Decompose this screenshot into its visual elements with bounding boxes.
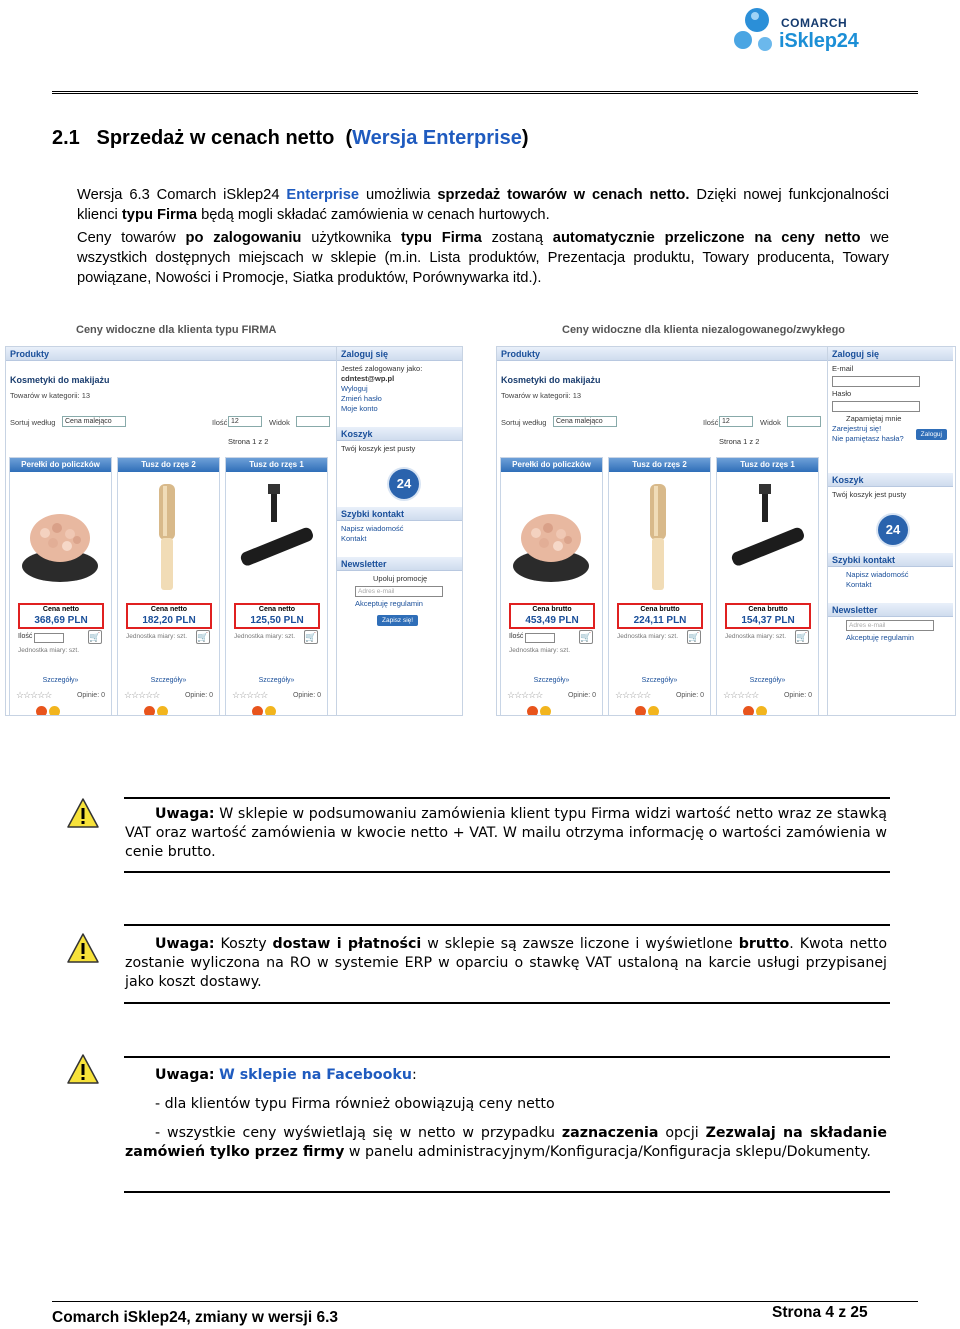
details-link[interactable]: Szczegóły»: [749, 677, 786, 684]
accept-terms-checkbox[interactable]: Akceptuję regulamin: [355, 599, 423, 608]
reviews-count: Opinie: 0: [783, 692, 812, 699]
logged-as-label: Jesteś zalogowany jako:: [341, 364, 423, 373]
reviews-count: Opinie: 0: [76, 692, 105, 699]
price-box: [126, 603, 212, 629]
pearls-image: [15, 478, 105, 596]
mascara-gold-image: [614, 478, 704, 596]
logo-company: COMARCH: [781, 16, 848, 30]
product-name[interactable]: Perełki do policzków: [501, 458, 602, 472]
product-card[interactable]: [225, 457, 328, 716]
unit-label: Jednostka miary: szt.: [617, 633, 679, 640]
email-label: E-mail: [832, 364, 854, 373]
view-label: Widok: [760, 418, 781, 427]
note-label: Uwaga:: [155, 936, 215, 952]
view-label: Widok: [269, 418, 290, 427]
qty-short: Ilość: [18, 633, 33, 640]
promo-badges: [527, 704, 553, 716]
pager[interactable]: Strona 1 z 2: [228, 437, 269, 446]
add-to-cart-icon[interactable]: 🛒: [89, 632, 101, 642]
login-header: Zaloguj się: [832, 349, 880, 359]
reviews-count: Opinie: 0: [184, 692, 213, 699]
product-name[interactable]: Tusz do rzęs 2: [609, 458, 710, 472]
new-badge-icon: [265, 706, 276, 716]
shop-screenshot-firma: [5, 346, 463, 716]
newsletter-box: [828, 603, 953, 643]
new-badge-icon: [157, 706, 168, 716]
price-box: [509, 603, 595, 629]
logged-email: cdntest@wp.pl: [341, 374, 395, 383]
section-edition: Wersja Enterprise: [352, 127, 522, 149]
qty-select[interactable]: 12: [228, 416, 262, 427]
paren-open: (: [345, 127, 353, 149]
subscribe-button[interactable]: Zapisz się!: [377, 615, 418, 626]
write-message-link[interactable]: Napisz wiadomość: [341, 524, 404, 533]
pearls-image: [506, 478, 596, 596]
products-header: Produkty: [497, 347, 827, 361]
note-bottom-rule: [124, 1191, 890, 1193]
price-value: 154,37 PLN: [741, 615, 795, 626]
price-label: Cena netto: [150, 606, 188, 613]
unit-label: Jednostka miary: szt.: [725, 633, 787, 640]
qty-input[interactable]: [525, 633, 555, 643]
change-password-link[interactable]: Zmień hasło: [341, 394, 382, 403]
login-header: Zaloguj się: [341, 349, 389, 359]
footer-doc-title: Comarch iSklep24, zmiany w wersji 6.3: [52, 1309, 339, 1326]
qty-label: Ilość: [703, 418, 719, 427]
product-name[interactable]: Perełki do policzków: [10, 458, 111, 472]
caption-firma: Ceny widoczne dla klienta typu FIRMA: [76, 324, 277, 336]
note-vat-summary: [125, 805, 887, 862]
footer-divider: [52, 1301, 918, 1302]
cart-header: Koszyk: [341, 429, 373, 439]
price-label: Cena netto: [258, 606, 296, 613]
newsletter-email-input[interactable]: Adres e-mail: [355, 586, 443, 597]
price-box: [617, 603, 703, 629]
price-value: 368,69 PLN: [34, 615, 88, 626]
product-name[interactable]: Tusz do rzęs 1: [717, 458, 818, 472]
product-card[interactable]: [716, 457, 819, 716]
product-card[interactable]: [9, 457, 112, 716]
badge-24-icon: 24: [878, 515, 908, 545]
section-title-main: Sprzedaż w cenach netto: [96, 127, 335, 149]
newsletter-sub: Upoluj promocję: [373, 574, 428, 583]
quick-contact-box: [337, 507, 462, 544]
note-line-1: - dla klientów typu Firma również obowiązują ceny netto: [155, 1096, 555, 1112]
promo-badge-icon: [252, 706, 263, 716]
facebook-shop-link[interactable]: W sklepie na Facebooku: [219, 1067, 412, 1083]
details-link[interactable]: Szczegóły»: [533, 677, 570, 684]
price-box: [725, 603, 811, 629]
promo-badge-icon: [743, 706, 754, 716]
contact-link[interactable]: Kontakt: [846, 580, 872, 589]
price-value: 224,11 PLN: [633, 615, 687, 626]
mascara-black-image: [722, 478, 812, 596]
cart-box: [337, 427, 462, 454]
qty-select[interactable]: 12: [719, 416, 753, 427]
price-value: 125,50 PLN: [250, 615, 304, 626]
section-number: 2.1: [52, 127, 80, 149]
register-link[interactable]: Zarejestruj się!: [832, 424, 882, 433]
product-card[interactable]: [608, 457, 711, 716]
login-button[interactable]: Zaloguj: [916, 429, 947, 440]
quick-contact-header: Szybki kontakt: [341, 509, 405, 519]
qty-short: Ilość: [509, 633, 524, 640]
new-badge-icon: [756, 706, 767, 716]
password-input[interactable]: [832, 401, 920, 412]
promo-badge-icon: [635, 706, 646, 716]
pager[interactable]: Strona 1 z 2: [719, 437, 760, 446]
new-badge-icon: [540, 706, 551, 716]
reviews-count: Opinie: 0: [292, 692, 321, 699]
newsletter-header: Newsletter: [341, 559, 387, 569]
newsletter-email-input[interactable]: Adres e-mail: [846, 620, 934, 631]
shop-screenshot-guest: [496, 346, 956, 716]
category-title: Kosmetyki do makijażu: [501, 375, 601, 385]
price-value: 182,20 PLN: [142, 615, 196, 626]
rating-stars-icon: ☆☆☆☆☆: [507, 690, 543, 700]
price-box: [18, 603, 104, 629]
add-to-cart-icon[interactable]: 🛒: [796, 632, 808, 642]
product-name[interactable]: Tusz do rzęs 1: [226, 458, 327, 472]
details-link[interactable]: Szczegóły»: [42, 677, 79, 684]
login-box: [337, 347, 462, 414]
cart-header: Koszyk: [832, 475, 864, 485]
quick-contact-header: Szybki kontakt: [832, 555, 896, 565]
reviews-count: Opinie: 0: [675, 692, 704, 699]
unit-label: Jednostka miary: szt.: [18, 647, 80, 654]
rating-stars-icon: ☆☆☆☆☆: [232, 690, 268, 700]
new-badge-icon: [648, 706, 659, 716]
note-label: Uwaga:: [155, 806, 215, 822]
rating-stars-icon: ☆☆☆☆☆: [16, 690, 52, 700]
add-to-cart-icon[interactable]: 🛒: [305, 632, 317, 642]
unit-label: Jednostka miary: szt.: [126, 633, 188, 640]
mascara-gold-image: [123, 478, 213, 596]
product-name[interactable]: Tusz do rzęs 2: [118, 458, 219, 472]
edition-name: Enterprise: [286, 187, 360, 203]
forgot-password-link[interactable]: Nie pamiętasz hasła?: [832, 434, 904, 443]
email-input[interactable]: [832, 376, 920, 387]
cart-box: [828, 473, 953, 500]
paren-close: ): [521, 127, 529, 149]
details-link[interactable]: Szczegóły»: [150, 677, 187, 684]
note-top-rule: [124, 1056, 890, 1058]
promo-badges: [252, 704, 278, 716]
accept-terms-checkbox[interactable]: Akceptuję regulamin: [846, 633, 914, 642]
price-box: [234, 603, 320, 629]
price-label: Cena brutto: [748, 606, 788, 613]
rating-stars-icon: ☆☆☆☆☆: [124, 690, 160, 700]
sidebar-firma: [336, 347, 462, 715]
unit-label: Jednostka miary: szt.: [509, 647, 571, 654]
details-link[interactable]: Szczegóły»: [258, 677, 295, 684]
cart-empty-text: Twój koszyk jest pusty: [341, 444, 416, 453]
intro-paragraph-2: Ceny towarów po zalogowaniu użytkownika typu Firma zostaną automatycznie przeliczone na ceny netto we wszystkich dostępnych miejscach w sklepie (m.in. Lista produktów, Prezentacja produktu, Towary producenta, Towary powiązane, Nowości i Promocje, Siatka produktów, Porównywarka itd.).: [77, 230, 890, 286]
view-select[interactable]: [787, 416, 821, 427]
price-label: Cena brutto: [640, 606, 680, 613]
my-account-link[interactable]: Moje konto: [341, 404, 378, 413]
note-bottom-rule: [124, 871, 890, 873]
product-card[interactable]: [500, 457, 603, 716]
unit-label: Jednostka miary: szt.: [234, 633, 296, 640]
sort-label: Sortuj według: [10, 418, 56, 427]
sort-label: Sortuj według: [501, 418, 547, 427]
add-to-cart-icon[interactable]: 🛒: [580, 632, 592, 642]
sort-select[interactable]: Cena malejąco: [62, 416, 126, 427]
note-bottom-rule: [124, 1002, 890, 1004]
intro-paragraph-1: Wersja 6.3 Comarch iSklep24 Enterprise umożliwia sprzedaż towarów w cenach netto. Dzięki nowej funkcjonalności klienci typu Firma będą mogli składać zamówienia w cenach hurtowych.: [77, 187, 889, 223]
remember-me-checkbox[interactable]: Zapamiętaj mnie: [846, 414, 902, 423]
promo-badge-icon: [36, 706, 47, 716]
qty-input[interactable]: [34, 633, 64, 643]
warning-icon: [66, 932, 100, 966]
login-box: [828, 347, 953, 444]
mascara-black-image: [231, 478, 321, 596]
promo-badges: [635, 704, 661, 716]
add-to-cart-icon[interactable]: 🛒: [197, 632, 209, 642]
promo-badges: [36, 704, 62, 716]
quick-contact-box: [828, 553, 953, 590]
price-label: Cena netto: [42, 606, 80, 613]
new-badge-icon: [49, 706, 60, 716]
note-top-rule: [124, 924, 890, 926]
sort-select[interactable]: Cena malejąco: [553, 416, 617, 427]
warning-icon: [66, 1053, 100, 1087]
section-title: [52, 127, 529, 150]
comarch-isklep24-logo: [733, 6, 933, 56]
password-label: Hasło: [832, 389, 852, 398]
caption-guest: Ceny widoczne dla klienta niezalogowanego/zwykłego: [562, 324, 846, 336]
badge-24-icon: 24: [389, 469, 419, 499]
price-label: Cena brutto: [532, 606, 572, 613]
header-divider: [52, 91, 918, 95]
add-to-cart-icon[interactable]: 🛒: [688, 632, 700, 642]
category-count: Towarów w kategorii: 13: [10, 391, 91, 400]
promo-badges: [743, 704, 769, 716]
footer-page-number: Strona 4 z 25: [772, 1304, 868, 1321]
product-card[interactable]: [117, 457, 220, 716]
promo-badges: [144, 704, 170, 716]
cart-empty-text: Twój koszyk jest pusty: [832, 490, 907, 499]
newsletter-box: [337, 557, 462, 628]
note-label: Uwaga:: [155, 1067, 215, 1083]
warning-icon: [66, 797, 100, 831]
category-title: Kosmetyki do makijażu: [10, 375, 110, 385]
note-top-rule: [124, 797, 890, 799]
rating-stars-icon: ☆☆☆☆☆: [615, 690, 651, 700]
logo-spheres-icon: [733, 6, 779, 56]
note-facebook-shop: Uwaga: W sklepie na Facebooku: - dla klientów typu Firma również obowiązują ceny netto - wszystkie ceny wyświetlają się w netto w przypadku zaznaczenia opcji Zezwalaj na składanie zamówień tylko przez firmy w panelu administracyjnym/Konfiguracja/Konfiguracja sklepu/Dokumenty.: [125, 1067, 888, 1160]
write-message-link[interactable]: Napisz wiadomość: [846, 570, 909, 579]
note-delivery-costs: Uwaga: Koszty dostaw i płatności w sklepie są zawsze liczone i wyświetlone brutto. Kwota netto zostanie wyliczona na RO w systemie ERP w oparciu o stawkę VAT ustaloną na karcie usługi przypisanej jako koszt dostawy.: [125, 936, 888, 990]
rating-stars-icon: ☆☆☆☆☆: [723, 690, 759, 700]
view-select[interactable]: [296, 416, 330, 427]
newsletter-header: Newsletter: [832, 605, 878, 615]
promo-badge-icon: [144, 706, 155, 716]
note-text: W sklepie w podsumowaniu zamówienia klient typu Firma widzi wartość netto wraz ze stawką VAT oraz wartość zamówienia w kwocie netto + VAT. W mailu otrzyma informację o wartości zamówienia w cenie brutto.: [125, 806, 887, 860]
promo-badge-icon: [527, 706, 538, 716]
logout-link[interactable]: Wyloguj: [341, 384, 368, 393]
products-header: Produkty: [6, 347, 336, 361]
sidebar-guest: [827, 347, 953, 715]
category-count: Towarów w kategorii: 13: [501, 391, 582, 400]
reviews-count: Opinie: 0: [567, 692, 596, 699]
qty-label: Ilość: [212, 418, 228, 427]
logo-product: iSklep24: [779, 30, 859, 52]
details-link[interactable]: Szczegóły»: [641, 677, 678, 684]
contact-link[interactable]: Kontakt: [341, 534, 367, 543]
price-value: 453,49 PLN: [525, 615, 579, 626]
